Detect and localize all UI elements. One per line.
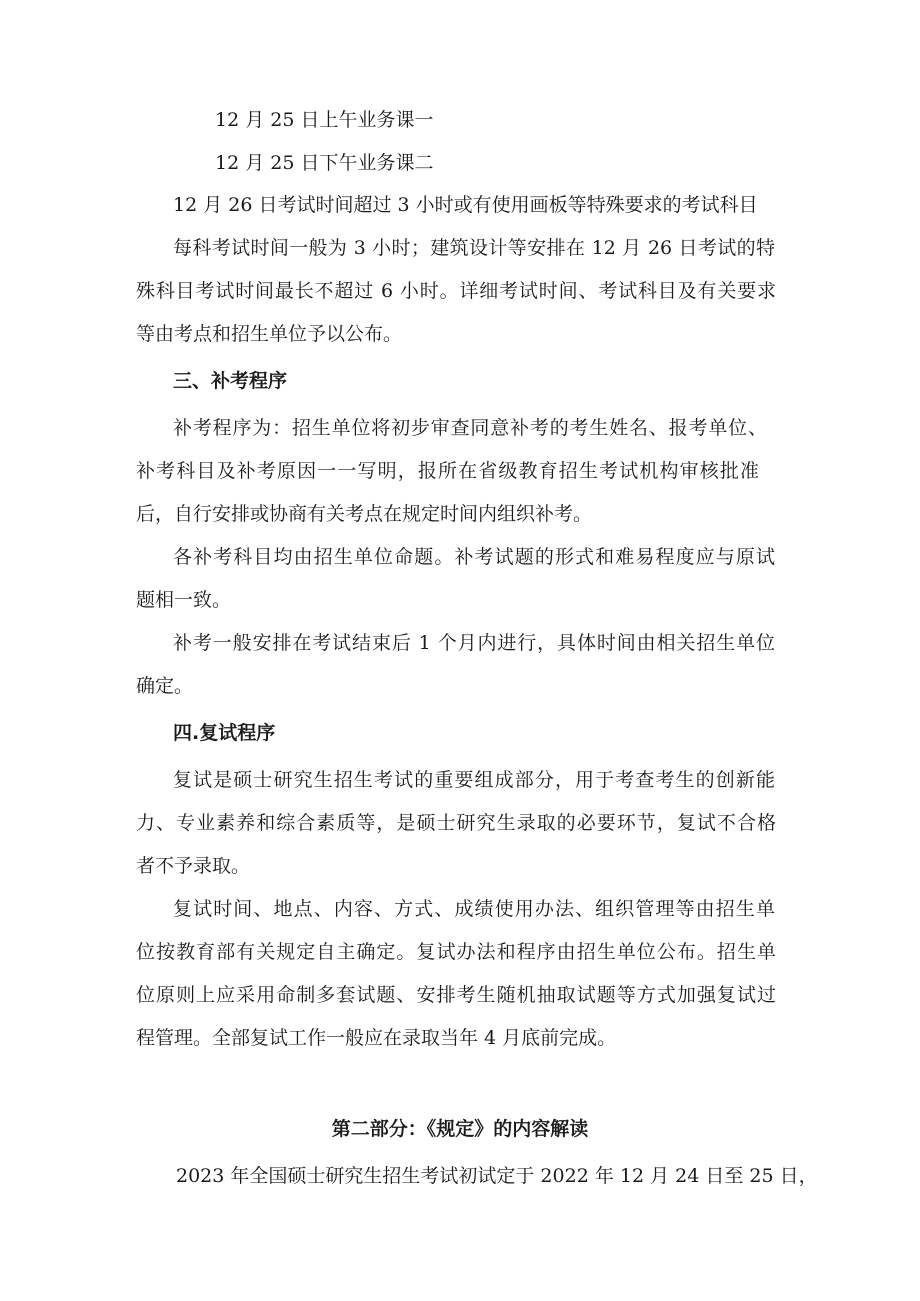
section-4-p1-line-2: 力、专业素养和综合素质等，是硕士研究生录取的必要环节，复试不合格 [136,812,776,834]
part-2-title: 第二部分：《规定》的内容解读 [331,1118,589,1140]
section-4-p1-line-1: 复试是硕士研究生招生考试的重要组成部分，用于考查考生的创新能 [173,769,775,791]
section-3-heading: 三、补考程序 [173,370,288,392]
duration-line-1: 每科考试时间一般为 3 小时；建筑设计等安排在 12 月 26 日考试的特 [173,237,775,259]
schedule-line-3: 12 月 26 日考试时间超过 3 小时或有使用画板等特殊要求的考试科目 [173,194,758,216]
section-3-p2-line-2: 题相一致。 [136,589,232,611]
section-4-p2-line-1: 复试时间、地点、内容、方式、成绩使用办法、组织管理等由招生单 [173,898,775,920]
section-3-p1-line-1: 补考程序为：招生单位将初步审查同意补考的考生姓名、报考单位、 [173,417,767,439]
section-4-p2-line-3: 位原则上应采用命制多套试题、安排考生随机抽取试题等方式加强复试过 [136,984,776,1006]
duration-line-3: 等由考点和招生单位予以公布。 [136,323,403,345]
schedule-line-2: 12 月 25 日下午业务课二 [215,152,434,174]
section-3-p2-line-1: 各补考科目均由招生单位命题。补考试题的形式和难易程度应与原试 [173,546,775,568]
section-3-p1-line-2: 补考科目及补考原因一一写明，报所在省级教育招生考试机构审核批准 [136,460,759,482]
duration-line-2: 殊科目考试时间最长不超过 6 小时。详细考试时间、考试科目及有关要求 [136,280,776,302]
schedule-line-1: 12 月 25 日上午业务课一 [215,109,434,131]
part-2-p1-line-1: 2023 年全国硕士研究生招生考试初试定于 2022 年 12 月 24 日至 25 日， [176,1165,818,1187]
section-3-p3-line-2: 确定。 [136,675,194,697]
section-4-p1-line-3: 者不予录取。 [136,855,251,877]
section-4-p2-line-4: 程管理。全部复试工作一般应在录取当年 4 月底前完成。 [136,1027,617,1049]
section-3-p3-line-1: 补考一般安排在考试结束后 1 个月内进行，具体时间由相关招生单位 [173,632,775,654]
section-3-p1-line-3: 后，自行安排或协商有关考点在规定时间内组织补考。 [136,503,593,525]
section-4-p2-line-2: 位按教育部有关规定自主确定。复试办法和程序由招生单位公布。招生单 [136,941,776,963]
section-4-heading: 四.复试程序 [173,722,276,744]
